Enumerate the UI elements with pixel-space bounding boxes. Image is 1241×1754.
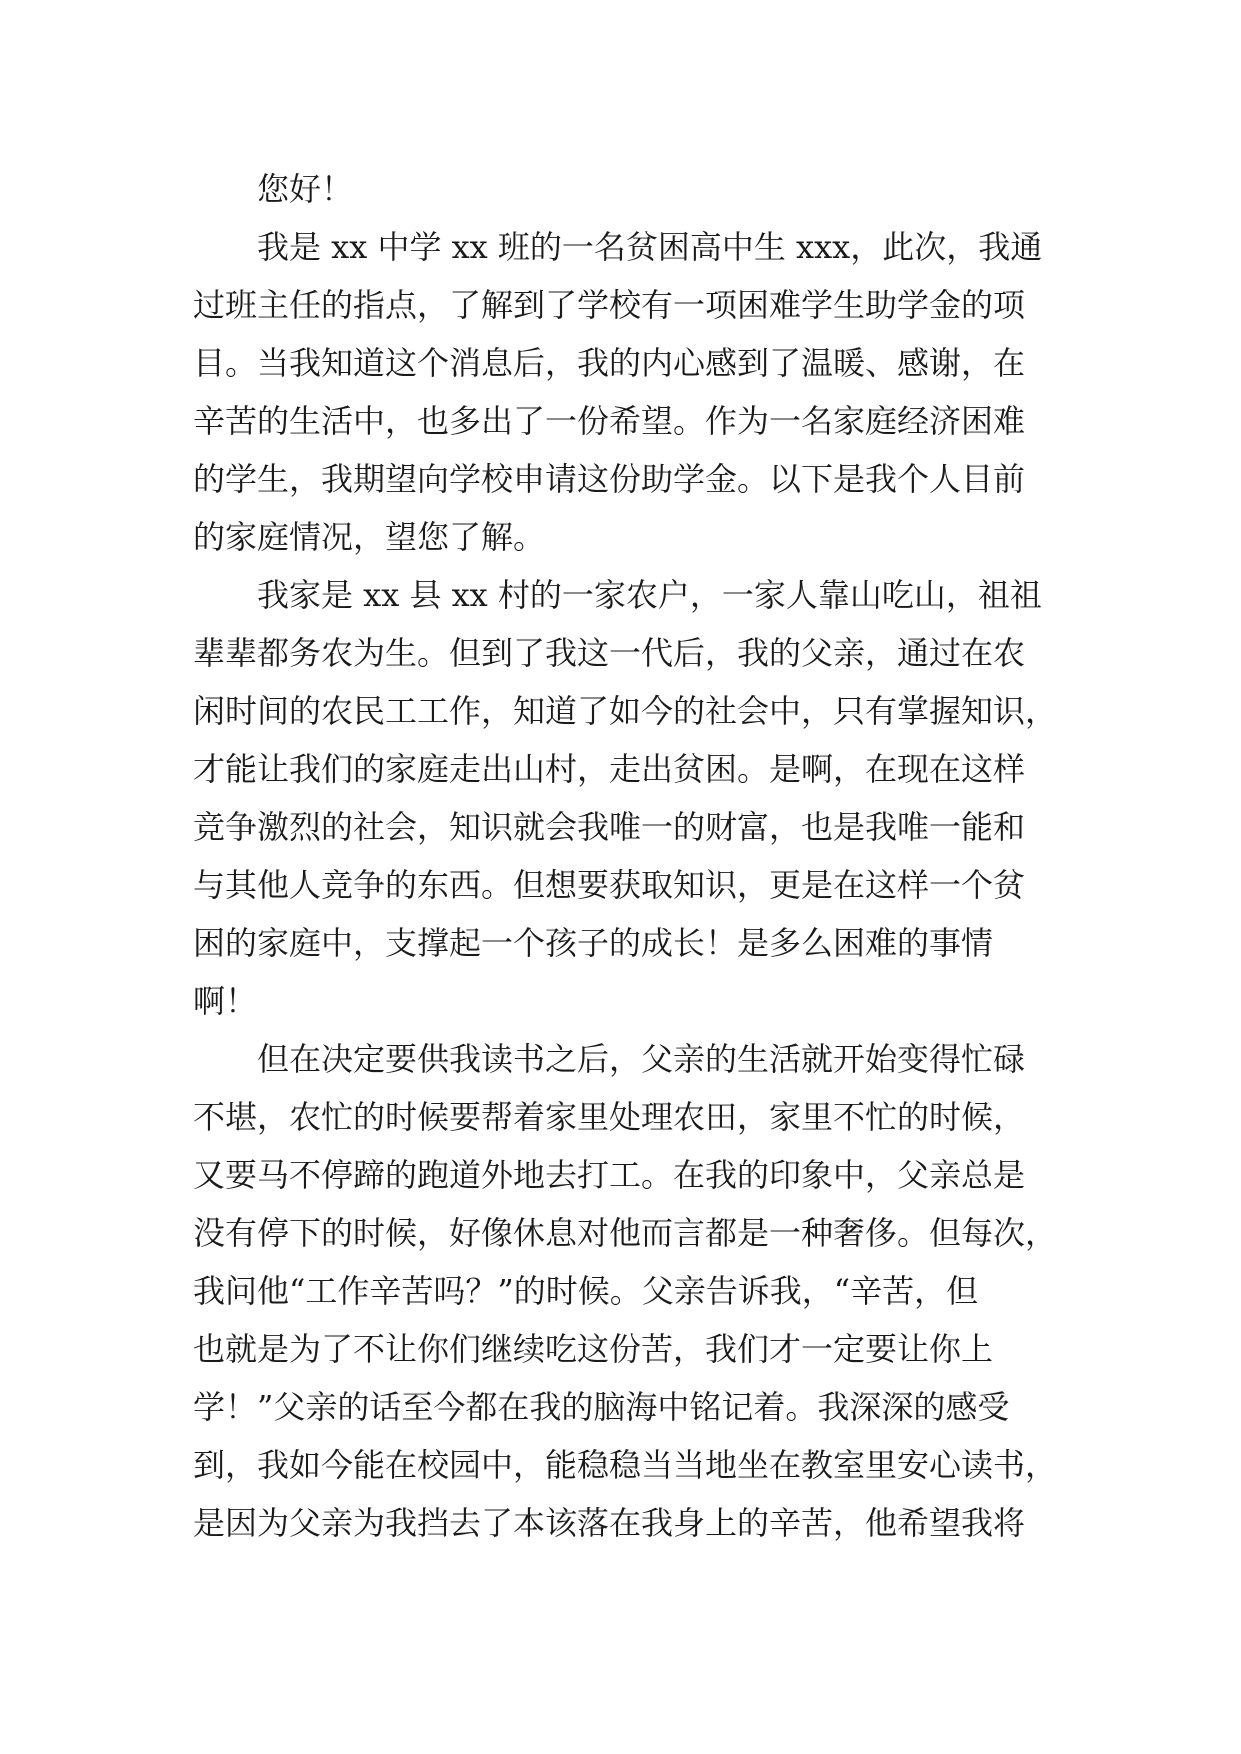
paragraph-3-line-4: 没有停下的时候，好像休息对他而言都是一种奢侈。但每次， [193,1214,1058,1252]
paragraph-2-line-7: 困的家庭中，支撑起一个孩子的成长！是多么困难的事情 [193,924,994,962]
paragraph-1-line-2: 过班主任的指点，了解到了学校有一项困难学生助学金的项 [193,286,1026,324]
paragraph-1-line-1: 我是 xx 中学 xx 班的一名贫困高中生 xxx，此次，我通 [257,228,1043,266]
paragraph-3-line-1: 但在决定要供我读书之后，父亲的生活就开始变得忙碌 [257,1040,1026,1078]
paragraph-3-line-2: 不堪，农忙的时候要帮着家里处理农田，家里不忙的时候， [193,1098,1026,1136]
paragraph-2-line-6: 与其他人竞争的东西。但想要获取知识，更是在这样一个贫 [193,866,1026,904]
paragraph-3-line-6: 也就是为了不让你们继续吃这份苦，我们才一定要让你上 [193,1330,994,1368]
paragraph-2-line-5: 竞争激烈的社会，知识就会我唯一的财富，也是我唯一能和 [193,808,1026,846]
greeting-line: 您好！ [257,170,354,208]
paragraph-3-line-7: 学！”父亲的话至今都在我的脑海中铭记着。我深深的感受 [193,1388,1010,1426]
paragraph-3-line-8: 到，我如今能在校园中，能稳稳当当地坐在教室里安心读书， [193,1446,1058,1484]
paragraph-3-line-5: 我问他“工作辛苦吗？”的时候。父亲告诉我，“辛苦，但 [193,1272,979,1310]
paragraph-1-line-6: 的家庭情况，望您了解。 [193,518,546,556]
paragraph-1-line-3: 目。当我知道这个消息后，我的内心感到了温暖、感谢，在 [193,344,1026,382]
paragraph-2-line-8: 啊！ [193,982,258,1020]
paragraph-1-line-4: 辛苦的生活中，也多出了一份希望。作为一名家庭经济困难 [193,402,1026,440]
paragraph-3-line-3: 又要马不停蹄的跑道外地去打工。在我的印象中，父亲总是 [193,1156,1026,1194]
paragraph-3-line-9: 是因为父亲为我挡去了本该落在我身上的辛苦，他希望我将 [193,1504,1026,1542]
paragraph-2-line-4: 才能让我们的家庭走出山村，走出贫困。是啊，在现在这样 [193,750,1026,788]
paragraph-2-line-3: 闲时间的农民工工作，知道了如今的社会中，只有掌握知识， [193,692,1058,730]
paragraph-1-line-5: 的学生，我期望向学校申请这份助学金。以下是我个人目前 [193,460,1026,498]
paragraph-2-line-1: 我家是 xx 县 xx 村的一家农户，一家人靠山吃山，祖祖 [257,576,1042,614]
paragraph-2-line-2: 辈辈都务农为生。但到了我这一代后，我的父亲，通过在农 [193,634,1026,672]
